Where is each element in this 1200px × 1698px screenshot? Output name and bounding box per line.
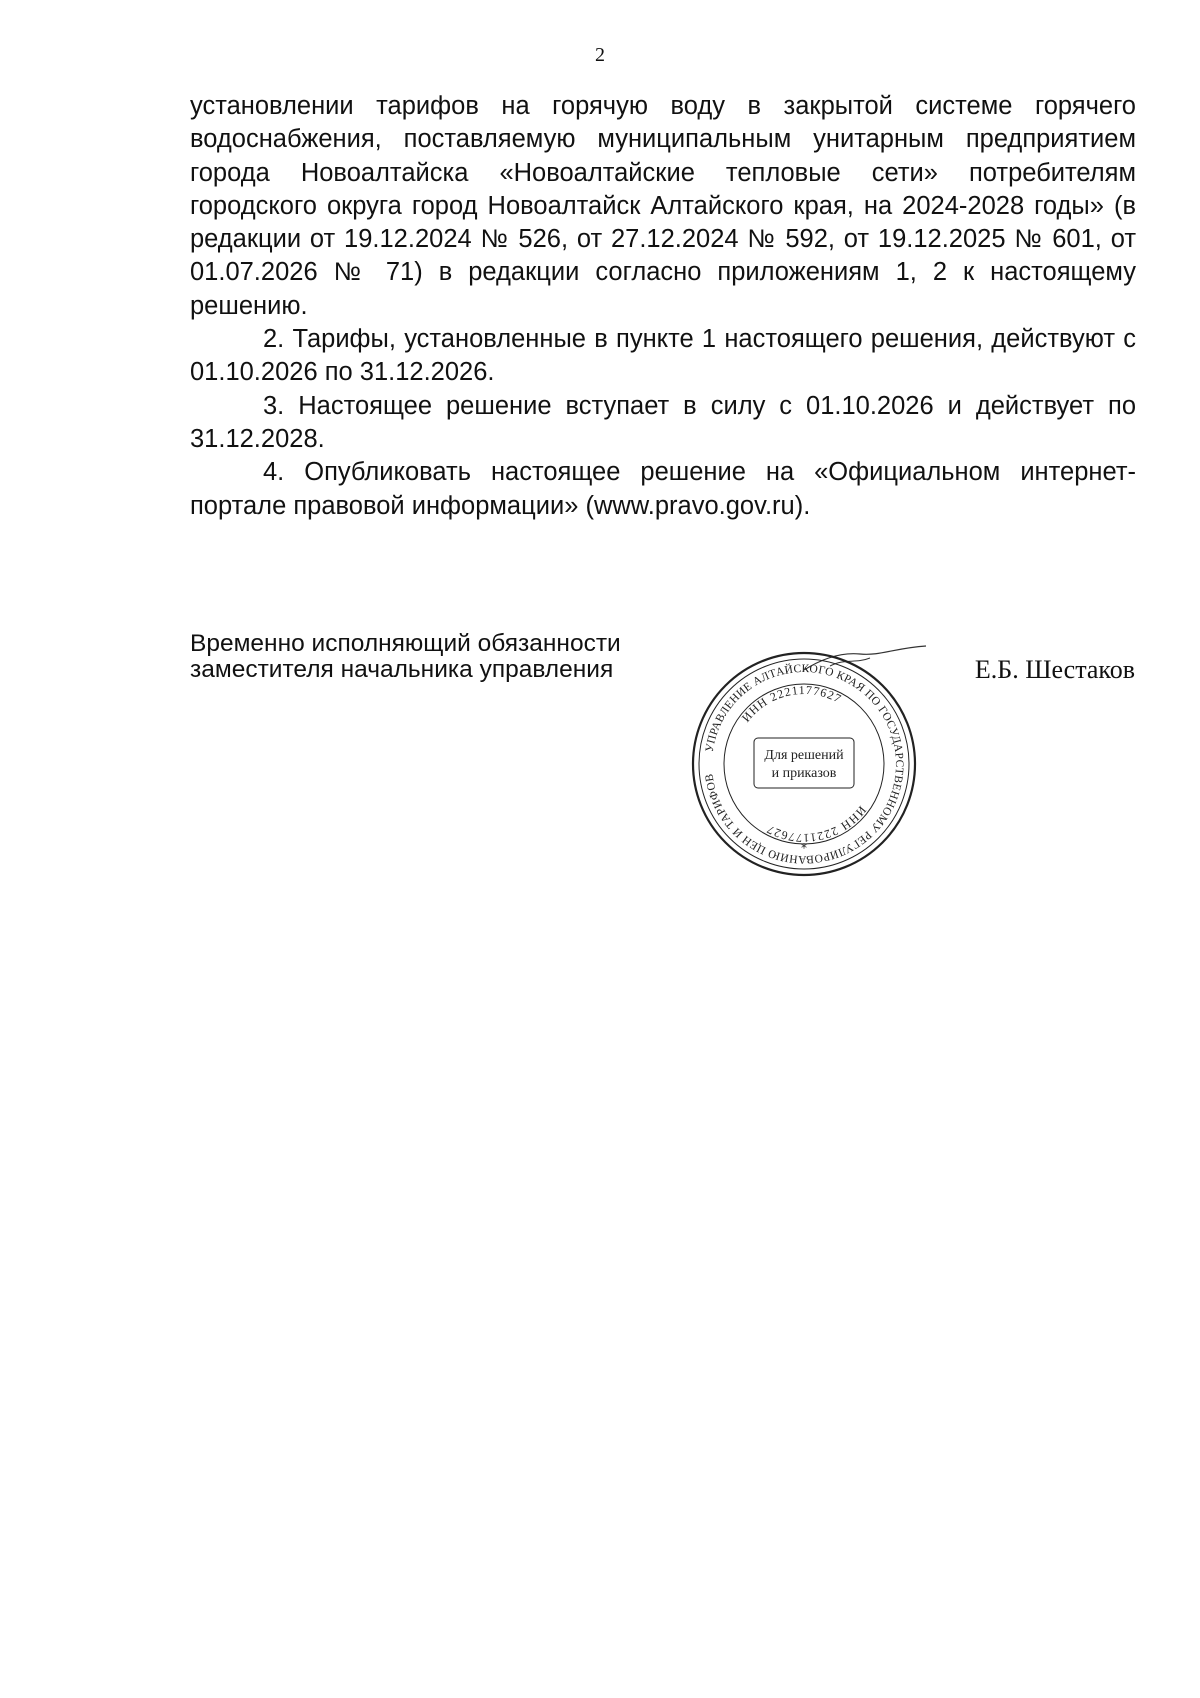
signatory-position-line-1: Временно исполняющий обязанности <box>190 630 621 657</box>
stamp-inn-text-bottom: ИНН 2221177627 <box>763 803 870 846</box>
stamp-inn-text-top: ИНН 2221177627 <box>738 682 845 725</box>
official-seal-stamp <box>688 648 920 880</box>
stamp-center-line-2: и приказов <box>771 766 837 781</box>
document-body <box>190 90 1136 523</box>
paragraph-item-2: 2. Тарифы, установленные в пункте 1 настоящего решения, действуют с 01.10.2026 по 31.12.2026. <box>190 325 1136 387</box>
page-number: 2 <box>595 44 605 66</box>
paragraph-continuation: установлении тарифов на горячую воду в закрытой системе горячего водоснабжения, поставляемую муниципальным унитарным предприятием города Новоалтайска «Новоалтайские тепловые сети» потребителям городского округа город Новоалтайск Алтайского края, на 2024-2028 годы» (в редакции от 19.12.2024 № 526, от 27.12.2024 № 592, от 19.12.2025 № 601, от 01.07.2026 № 71) в редакции согласно приложениям 1, 2 к настоящему решению. <box>190 92 1136 320</box>
signatory-position <box>190 631 621 683</box>
stamp-center-line-1: Для решений <box>764 748 844 763</box>
paragraph-item-4: 4. Опубликовать настоящее решение на «Официальном интернет-портале правовой информации» (www.pravo.gov.ru). <box>190 458 1136 520</box>
stamp-outer-text: УПРАВЛЕНИЕ АЛТАЙСКОГО КРАЯ ПО ГОСУДАРСТВЕННОМУ РЕГУЛИРОВАНИЮ ЦЕН И ТАРИФОВ <box>703 662 906 866</box>
stamp-star-mark: * <box>801 841 807 855</box>
signer-name: Е.Б. Шестаков <box>974 655 1135 684</box>
signatory-position-line-2: заместителя начальника управления <box>190 656 614 683</box>
paragraph-item-3: 3. Настоящее решение вступает в силу с 01.10.2026 и действует по 31.12.2028. <box>190 391 1136 453</box>
